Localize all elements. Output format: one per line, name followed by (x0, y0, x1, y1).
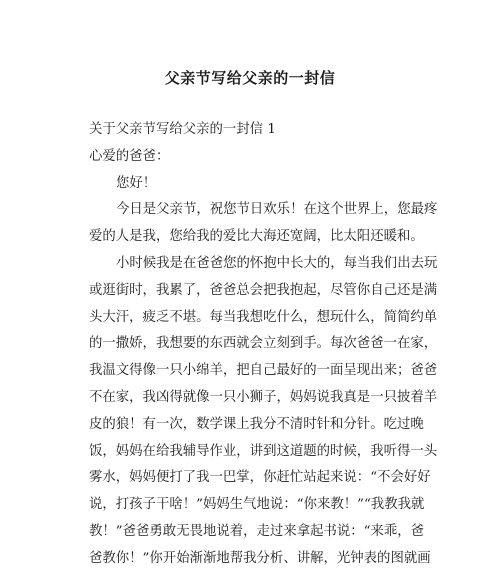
paragraph-2-line: 饭，妈妈在给我辅导作业，讲到这道题的时候，我听得一头 (89, 443, 438, 459)
document-title: 父亲节写给父亲的一封信 (164, 69, 336, 87)
paragraph-2-line: 头大汗，疲乏不堪。每当我想吃什么，想玩什么，简简约单 (89, 309, 438, 325)
greeting: 您好！ (116, 175, 157, 191)
paragraph-2-line: 爸教你！”你开始渐渐地帮我分析、讲解，光钟表的图就画 (89, 550, 431, 566)
section-heading: 关于父亲节写给父亲的一封信 1 (89, 122, 276, 137)
paragraph-2-line: 的一撒娇，我想要的东西就会立刻到手。每次爸爸一在家， (89, 336, 438, 352)
paragraph-2-line: 皮的狼！有一次，数学课上我分不清时针和分针。吃过晚 (89, 416, 424, 432)
paragraph-2-line: 雾水，妈妈便打了我一巴掌，你赶忙站起来说：“不会好好 (89, 470, 431, 486)
salutation: 心爱的爸爸： (89, 148, 170, 164)
paragraph-2-line: 说，打孩子干啥！”妈妈生气地说：“你来教！”“我教我就 (89, 497, 425, 513)
paragraph-2-line: 或逛街时，我累了，爸爸总会把我抱起，尽管你自己还是满 (89, 282, 438, 298)
paragraph-1-line: 今日是父亲节，祝您节日欢乐！在这个世界上，您最疼 (116, 202, 438, 218)
paragraph-1-line: 爱的人是我，您给我的爱比大海还宽阔，比太阳还暖和。 (89, 229, 424, 245)
paragraph-2-line: 不在家，我凶得就像一只小狮子，妈妈说我真是一只披着羊 (89, 389, 438, 405)
paragraph-2-line: 教！”爸爸勇敢无畏地说着，走过来拿起书说：“来乖，爸 (89, 523, 425, 539)
document-body (89, 117, 439, 573)
paragraph-2-line: 我温文得像一只小绵羊，把自己最好的一面呈现出来；爸爸 (89, 363, 438, 379)
paragraph-2-line: 小时候我是在爸爸您的怀抱中长大的，每当我们出去玩 (116, 255, 438, 271)
